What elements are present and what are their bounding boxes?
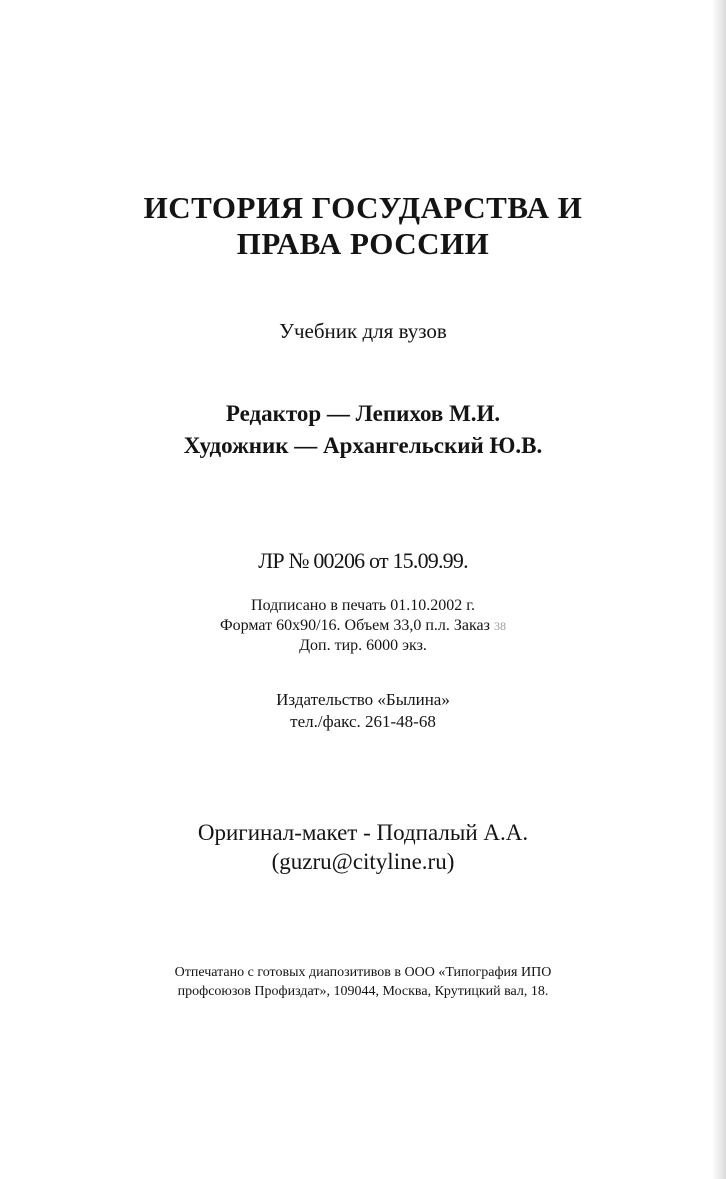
order-number: 38 xyxy=(493,619,506,633)
publisher xyxy=(0,689,726,733)
additional-copies: Доп. тир. 6000 экз. xyxy=(299,637,427,654)
book-title-line-2: ПРАВА РОССИИ xyxy=(236,226,490,261)
credits xyxy=(0,398,726,462)
printed-by xyxy=(0,963,726,1001)
book-title-line-1: ИСТОРИЯ ГОСУДАРСТВА И xyxy=(143,190,583,225)
book-title xyxy=(0,190,726,262)
license-number: ЛР № 00206 от 15.09.99. xyxy=(258,548,468,573)
page-edge-shadow xyxy=(712,0,726,1179)
layout-credit xyxy=(0,818,726,876)
format-volume-order xyxy=(0,616,726,636)
layout-email: (guzru@cityline.ru) xyxy=(271,849,455,874)
printed-by-line-1: Отпечатано с готовых диапозитивов в ООО «Типография ИПО xyxy=(174,965,552,980)
book-subtitle: Учебник для вузов xyxy=(279,319,447,343)
publisher-phone: тел./факс. 261-48-68 xyxy=(290,712,436,731)
publisher-name: Издательство «Былина» xyxy=(276,690,450,709)
printed-by-line-2: профсоюзов Профиздат», 109044, Москва, Крутицкий вал, 18. xyxy=(177,984,549,999)
editor-credit: Редактор — Лепихов М.И. xyxy=(225,401,501,426)
print-info xyxy=(0,596,726,656)
format-volume-text: Формат 60x90/16. Объем 33,0 п.л. Заказ xyxy=(220,617,490,634)
artist-credit: Художник — Архангельский Ю.В. xyxy=(183,433,543,458)
layout-author: Оригинал-макет - Подпалый А.А. xyxy=(197,820,529,845)
signed-to-print: Подписано в печать 01.10.2002 г. xyxy=(251,597,475,614)
